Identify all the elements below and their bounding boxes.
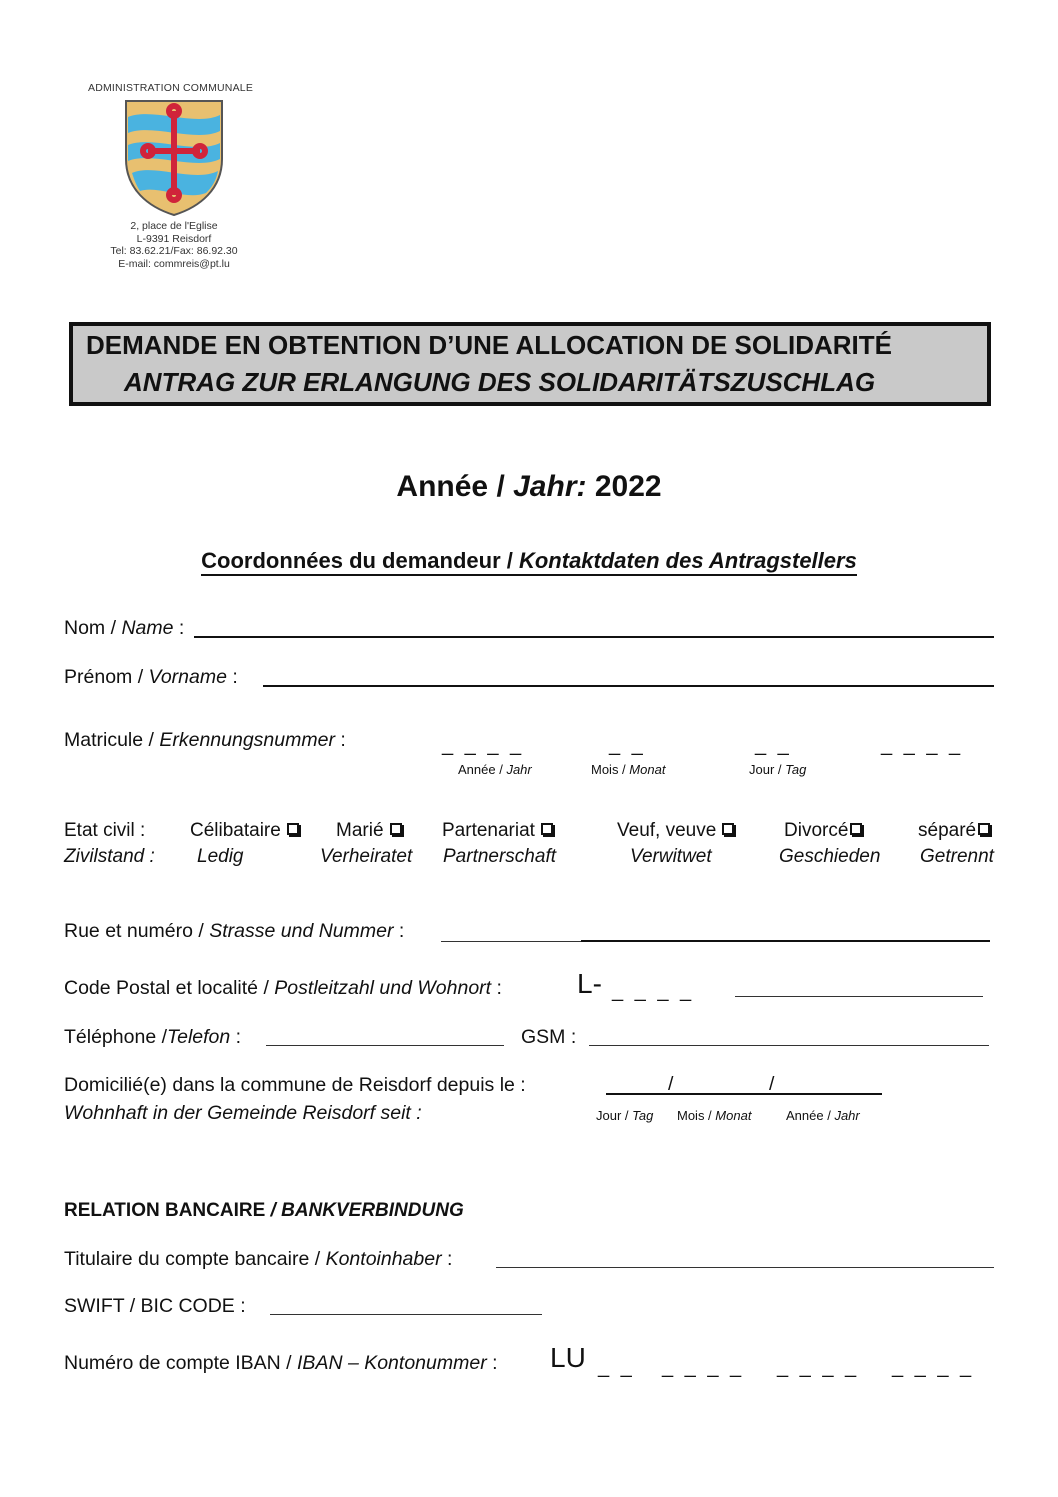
matricule-month-digits[interactable]: _ _ — [609, 734, 646, 756]
checkbox-icon[interactable] — [541, 823, 553, 835]
civil-option-celibataire[interactable]: Célibataire — [190, 820, 299, 842]
section-contact-heading — [0, 548, 1058, 574]
matricule-label: Matricule / Erkennungsnummer : — [64, 729, 346, 751]
section-contact-fr: Coordonnées du demandeur / — [201, 548, 519, 573]
civil-label-de: Zivilstand : — [64, 846, 155, 867]
iban-digits-group[interactable]: _ _ — [598, 1356, 635, 1378]
rue-input-line-start[interactable] — [441, 941, 581, 942]
civil-option-getrennt: Getrennt — [920, 846, 994, 867]
civil-option-partnerschaft: Partnerschaft — [443, 846, 556, 867]
domicile-date-line[interactable] — [606, 1093, 882, 1095]
rue-input-line[interactable] — [581, 940, 990, 942]
nom-label: Nom / Name : — [64, 617, 185, 639]
checkbox-icon[interactable] — [390, 823, 402, 835]
swift-label: SWIFT / BIC CODE : — [64, 1295, 246, 1317]
iban-label: Numéro de compte IBAN / IBAN – Kontonummer : — [64, 1352, 498, 1374]
civil-option-geschieden: Geschieden — [779, 846, 881, 867]
telephone-input-line[interactable] — [266, 1045, 504, 1046]
postal-code-digits[interactable]: _ _ _ _ — [612, 980, 695, 1002]
civil-option-ledig: Ledig — [197, 846, 244, 867]
locality-input-line[interactable] — [735, 996, 983, 997]
iban-digits-group[interactable]: _ _ _ _ — [777, 1356, 860, 1378]
section-contact-de: Kontaktdaten des Antragstellers — [518, 548, 857, 573]
address-line: 2, place de l'Eglise — [130, 220, 218, 232]
caption-day: Jour / Tag — [749, 762, 807, 777]
civil-option-marie[interactable]: Marié — [336, 820, 402, 842]
titulaire-input-line[interactable] — [496, 1267, 994, 1268]
address-line: E-mail: commreis@pt.lu — [118, 257, 230, 270]
checkbox-icon[interactable] — [722, 823, 734, 835]
domicile-label-fr: Domicilié(e) dans la commune de Reisdorf depuis le : — [64, 1074, 526, 1096]
administration-label: ADMINISTRATION COMMUNALE — [88, 82, 254, 94]
titulaire-label: Titulaire du compte bancaire / Kontoinhaber : — [64, 1248, 453, 1270]
year-label-de: Jahr: — [513, 470, 587, 503]
checkbox-icon[interactable] — [287, 823, 299, 835]
address-line: L-9391 Reisdorf — [136, 232, 212, 245]
checkbox-icon[interactable] — [978, 823, 990, 835]
domicile-label-de: Wohnhaft in der Gemeinde Reisdorf seit : — [64, 1102, 422, 1124]
matricule-extra-digits[interactable]: _ _ _ _ — [881, 734, 964, 756]
address-line: Tel: 83.62.21/Fax: 86.92.30 — [110, 245, 238, 258]
civil-label-fr: Etat civil : — [64, 820, 146, 841]
caption-month: Mois / Monat — [677, 1108, 752, 1123]
civil-option-veuf[interactable]: Veuf, veuve — [617, 820, 734, 842]
postal-prefix: L- — [577, 968, 602, 999]
caption-year: Année / Jahr — [786, 1108, 860, 1123]
gsm-label: GSM : — [521, 1026, 577, 1048]
swift-input-line[interactable] — [270, 1314, 542, 1315]
title-german: ANTRAG ZUR ERLANGUNG DES SOLIDARITÄTSZUSCHLAG — [124, 367, 876, 397]
caption-year: Année / Jahr — [458, 762, 532, 777]
postal-label: Code Postal et localité / Postleitzahl und Wohnort : — [64, 977, 502, 999]
matricule-day-digits[interactable]: _ _ — [755, 734, 792, 756]
prenom-label: Prénom / Vorname : — [64, 666, 238, 688]
nom-input-line[interactable] — [194, 636, 994, 638]
bank-section-heading: RELATION BANCAIRE / BANKVERBINDUNG — [64, 1200, 464, 1221]
caption-day: Jour / Tag — [596, 1108, 654, 1123]
civil-option-verheiratet: Verheiratet — [320, 846, 413, 867]
telephone-label: Téléphone /Telefon : — [64, 1026, 242, 1048]
iban-digits-group[interactable]: _ _ _ _ — [662, 1356, 745, 1378]
year-value: 2022 — [594, 470, 662, 503]
checkbox-icon[interactable] — [850, 823, 862, 835]
civil-option-verwitwet: Verwitwet — [630, 846, 712, 867]
caption-month: Mois / Monat — [591, 762, 666, 777]
civil-option-partenariat[interactable]: Partenariat — [442, 820, 553, 842]
date-separator: / — [769, 1073, 775, 1095]
year-label-fr: Année / — [396, 470, 514, 503]
matricule-year-digits[interactable]: _ _ _ _ — [442, 734, 525, 756]
year-heading — [0, 470, 1058, 504]
iban-digits-group[interactable]: _ _ _ _ — [892, 1356, 975, 1378]
rue-label: Rue et numéro / Strasse und Nummer : — [64, 920, 405, 942]
gsm-input-line[interactable] — [589, 1045, 989, 1046]
iban-prefix: LU — [550, 1342, 586, 1373]
civil-option-divorce[interactable]: Divorcé — [784, 820, 862, 842]
prenom-input-line[interactable] — [263, 685, 994, 687]
title-french: DEMANDE EN OBTENTION D’UNE ALLOCATION DE SOLIDARITÉ — [86, 330, 892, 360]
date-separator: / — [668, 1073, 674, 1095]
coat-of-arms-logo — [122, 97, 226, 217]
address-block — [96, 220, 252, 270]
civil-option-separe[interactable]: séparé — [918, 820, 990, 842]
